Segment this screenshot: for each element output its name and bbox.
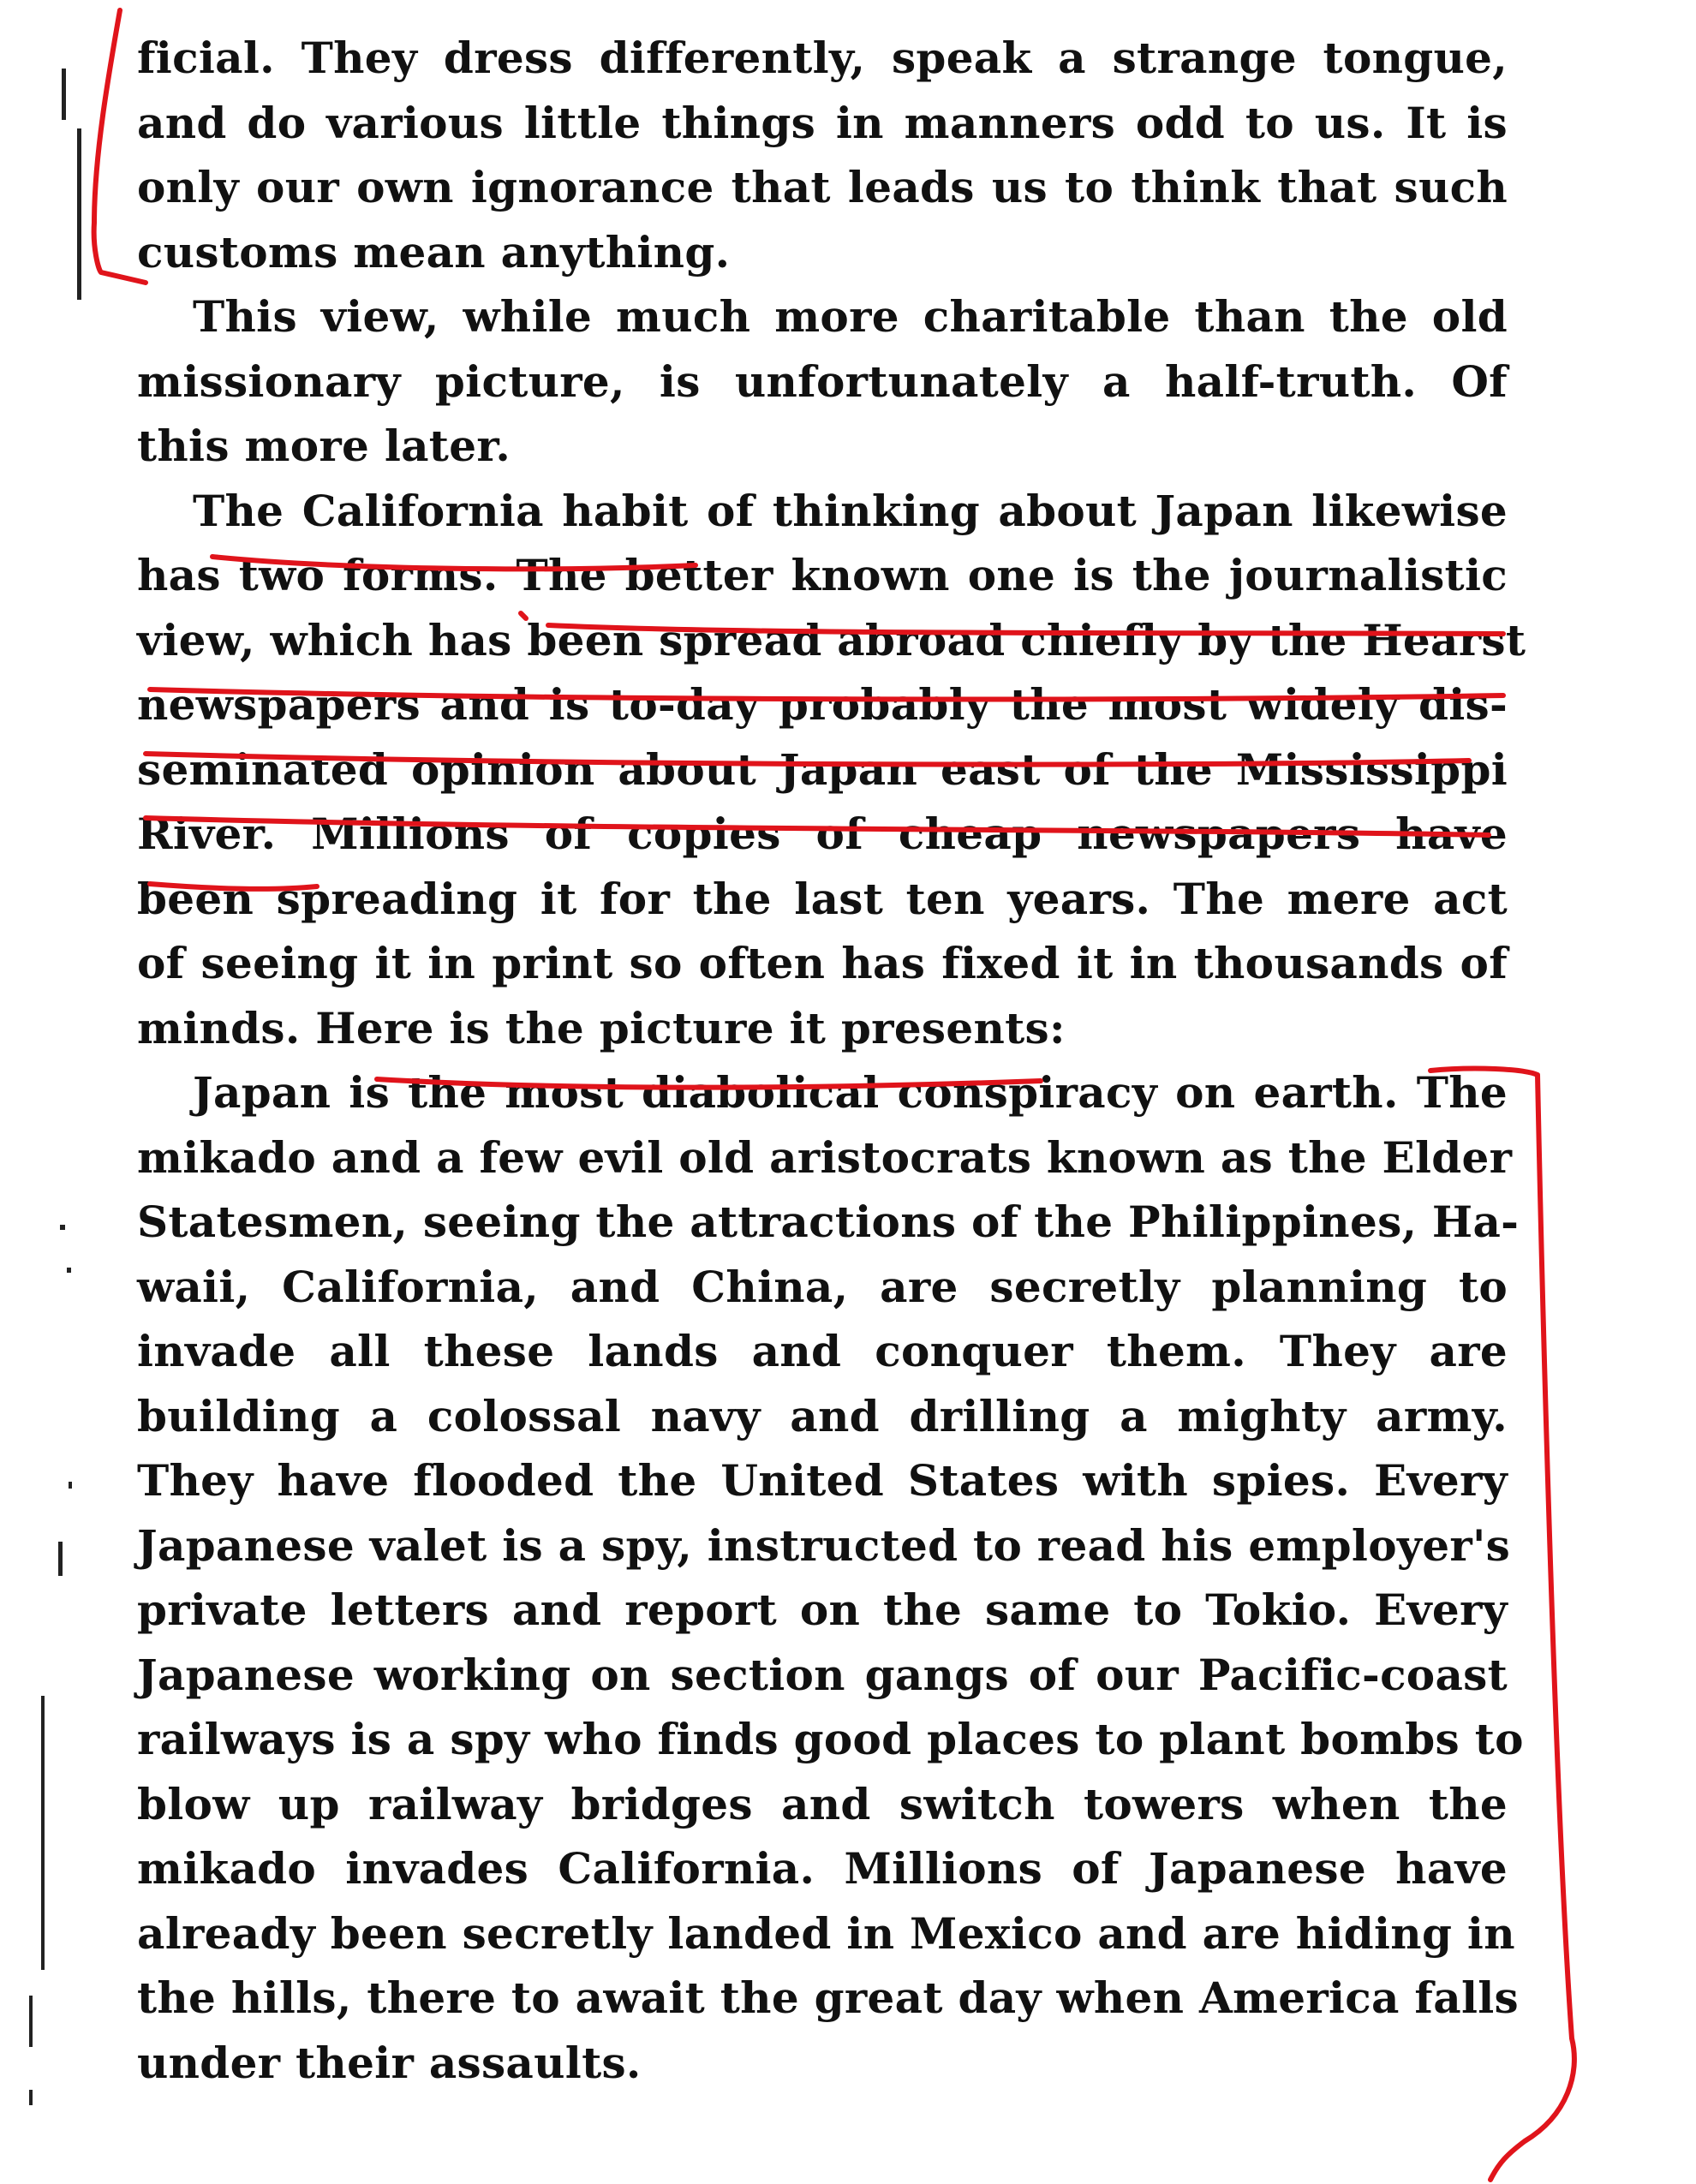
- scan-speck: [41, 1696, 45, 1970]
- text-line: private letters and report on the same to Tokio. Every: [137, 1584, 1508, 1635]
- paragraph-4: [137, 1060, 1524, 2095]
- text-line: newspapers and is to-day probably the most widely dis-: [137, 679, 1508, 730]
- scan-speck: [77, 128, 81, 300]
- text-line: been spreading it for the last ten years. The mere act: [137, 873, 1508, 924]
- text-line: minds. Here is the picture it presents:: [137, 1002, 1066, 1053]
- scan-speck: [58, 1542, 63, 1576]
- text-line: has two forms. The better known one is the journalistic: [137, 550, 1508, 600]
- scan-speck: [62, 69, 66, 120]
- text-line: The California habit of thinking about Japan likewise: [193, 485, 1508, 536]
- text-line: This view, while much more charitable than the old: [193, 291, 1508, 342]
- text-line: and do various little things in manners odd to us. It is: [137, 97, 1508, 148]
- scan-speck: [29, 1996, 33, 2047]
- scan-speck: [69, 1482, 72, 1489]
- scan-speck: [60, 1225, 65, 1230]
- text-line: waii, California, and China, are secretly planning to: [137, 1261, 1508, 1312]
- text-line: seminated opinion about Japan east of the Mississippi: [137, 743, 1508, 795]
- text-line: ficial. They dress differently, speak a strange tongue,: [137, 33, 1508, 83]
- text-line: view, which has been spread abroad chiefly by the Hearst: [137, 614, 1526, 665]
- paragraph-2: [137, 284, 1508, 479]
- text-line: mikado invades California. Millions of Japanese have: [137, 1843, 1508, 1894]
- text-line: already been secretly landed in Mexico and are hiding in: [137, 1907, 1515, 1959]
- paragraph-3: [137, 479, 1526, 1061]
- text-line: Japan is the most diabolical conspiracy on earth. The: [193, 1067, 1508, 1118]
- scan-speck: [67, 1268, 71, 1273]
- text-line: invade all these lands and conquer them. They are: [137, 1326, 1508, 1376]
- text-line: blow up railway bridges and switch towers when the: [137, 1778, 1508, 1829]
- text-line: Statesmen, seeing the attractions of the Philippines, Ha-: [137, 1196, 1520, 1247]
- text-line: the hills, there to await the great day when America falls: [137, 1972, 1519, 2023]
- body-text: [137, 26, 1526, 2095]
- scan-speck: [29, 2090, 33, 2105]
- text-line: building a colossal navy and drilling a mighty army.: [137, 1390, 1508, 1441]
- paragraph-1: [137, 26, 1508, 284]
- text-line: Japanese working on section gangs of our Pacific-coast: [137, 1649, 1508, 1700]
- text-line: railways is a spy who finds good places to plant bombs to: [137, 1714, 1524, 1764]
- text-line: They have flooded the United States with spies. Every: [137, 1455, 1508, 1506]
- text-line: mikado and a few evil old aristocrats known as the Elder: [137, 1131, 1513, 1183]
- text-line: River. Millions of copies of cheap newspapers have: [137, 809, 1508, 859]
- text-line: customs mean anything.: [137, 226, 731, 277]
- text-line: only our own ignorance that leads us to think that such: [137, 162, 1508, 212]
- text-line: under their assaults.: [137, 2037, 642, 2088]
- text-line: of seeing it in print so often has fixed it in thousands of: [137, 938, 1508, 988]
- text-line: Japanese valet is a spy, instructed to read his employer's: [137, 1519, 1511, 1571]
- text-line: this more later.: [137, 421, 511, 471]
- text-line: missionary picture, is unfortunately a half-truth. Of: [137, 355, 1508, 407]
